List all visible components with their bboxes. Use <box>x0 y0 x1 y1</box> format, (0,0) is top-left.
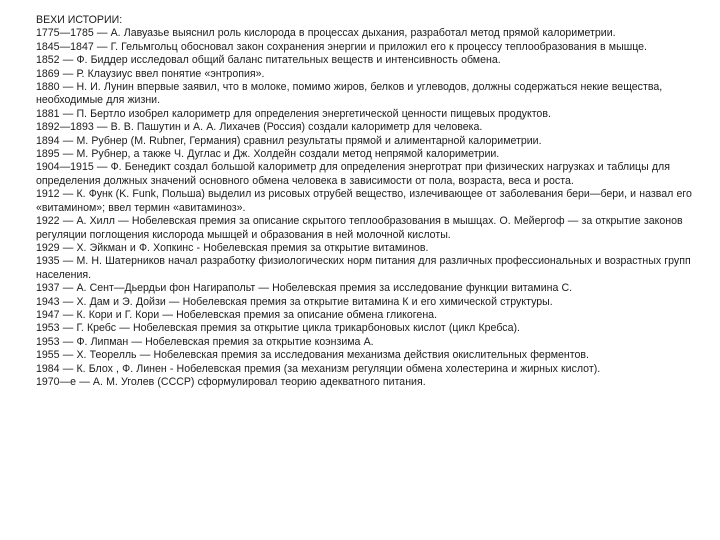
timeline-entry: 1955 — Х. Теорелль — Нобелевская премия за исследования механизма действия окислительных ферментов. <box>36 349 589 362</box>
timeline-entry: 1845—1847 — Г. Гельмгольц обосновал закон сохранения энергии и приложил его к процессу теплообразования в мышце. <box>36 40 647 53</box>
timeline-entry: 1881 — П. Бертло изобрел калориметр для определения энергетической ценности пищевых продуктов. <box>36 107 551 120</box>
timeline-entry: 1947 — К. Кори и Г. Кори — Нобелевская премия за описание обмена гликогена. <box>36 308 438 321</box>
timeline-entry: 1852 — Ф. Биддер исследовал общий баланс питательных веществ и интенсивность обмена. <box>36 54 501 67</box>
timeline-entry: 1984 — К. Блох , Ф. Линен - Нобелевская премия (за механизм регуляции обмена холестерина и жирных кислот). <box>36 362 601 375</box>
timeline-entry: 1922 — А. Хилл — Нобелевская премия за описание скрытого теплообразования в мышцах. О. Мейергоф — за открытие законов регуляции поглощения кислорода мышцей и образования в ней молочной кислоты. <box>36 215 683 241</box>
timeline-entry: 1869 — Р. Клаузиус ввел понятие «энтропия». <box>36 67 265 80</box>
timeline-entry: 1895 — М. Рубнер, а также Ч. Дуглас и Дж. Холдейн создали метод непрямой калориметрии. <box>36 148 500 161</box>
timeline-entry: 1904—1915 — Ф. Бенедикт создал большой калориметр для определения энерготрат при физических нагрузках и таблицы для определения должных значений основного обмена человека в зависимости от пола, возраста, веса и роста. <box>36 161 670 187</box>
timeline-entry: 1970—е — А. М. Уголев (СССР) сформулировал теорию адекватного питания. <box>36 375 426 388</box>
timeline-entry: 1953 — Г. Кребс — Нобелевская премия за открытие цикла трикарбоновых кислот (цикл Кребса). <box>36 322 520 335</box>
history-timeline <box>36 27 698 389</box>
timeline-entry: 1894 — М. Рубнер (M. Rubner, Германия) сравнил результаты прямой и алиментарной калориметрии. <box>36 134 542 147</box>
timeline-entry: 1929 — Х. Эйкман и Ф. Хопкинс - Нобелевская премия за открытие витаминов. <box>36 241 429 254</box>
page-heading: ВЕХИ ИСТОРИИ: <box>36 14 123 26</box>
timeline-entry: 1912 — К. Функ (K. Funk, Польша) выделил из рисовых отрубей вещество, излечивающее от заболевания бери—бери, и назвал его «витамином»; ввел термин «авитаминоз». <box>36 188 692 214</box>
timeline-entry: 1937 — А. Сент—Дьердьи фон Нагирапольт — Нобелевская премия за исследование функции витамина С. <box>36 282 573 295</box>
timeline-entry: 1892—1893 — В. В. Пашутин и А. А. Лихачев (Россия) создали калориметр для человека. <box>36 121 483 134</box>
timeline-entry: 1935 — М. Н. Шатерников начал разработку физиологических норм питания для различных профессиональных и возрастных групп населения. <box>36 255 691 281</box>
timeline-entry: 1775—1785 — А. Лавуазье выяснил роль кислорода в процессах дыхания, разработал метод прямой калориметрии. <box>36 27 616 40</box>
timeline-entry: 1943 — Х. Дам и Э. Дойзи — Нобелевская премия за открытие витамина К и его химической структуры. <box>36 295 553 308</box>
timeline-entry: 1953 — Ф. Липман — Нобелевская премия за открытие коэнзима А. <box>36 335 374 348</box>
timeline-entry: 1880 — Н. И. Лунин впервые заявил, что в молоке, помимо жиров, белков и углеводов, должны содержаться некие вещества, необходимые для жизни. <box>36 81 663 107</box>
